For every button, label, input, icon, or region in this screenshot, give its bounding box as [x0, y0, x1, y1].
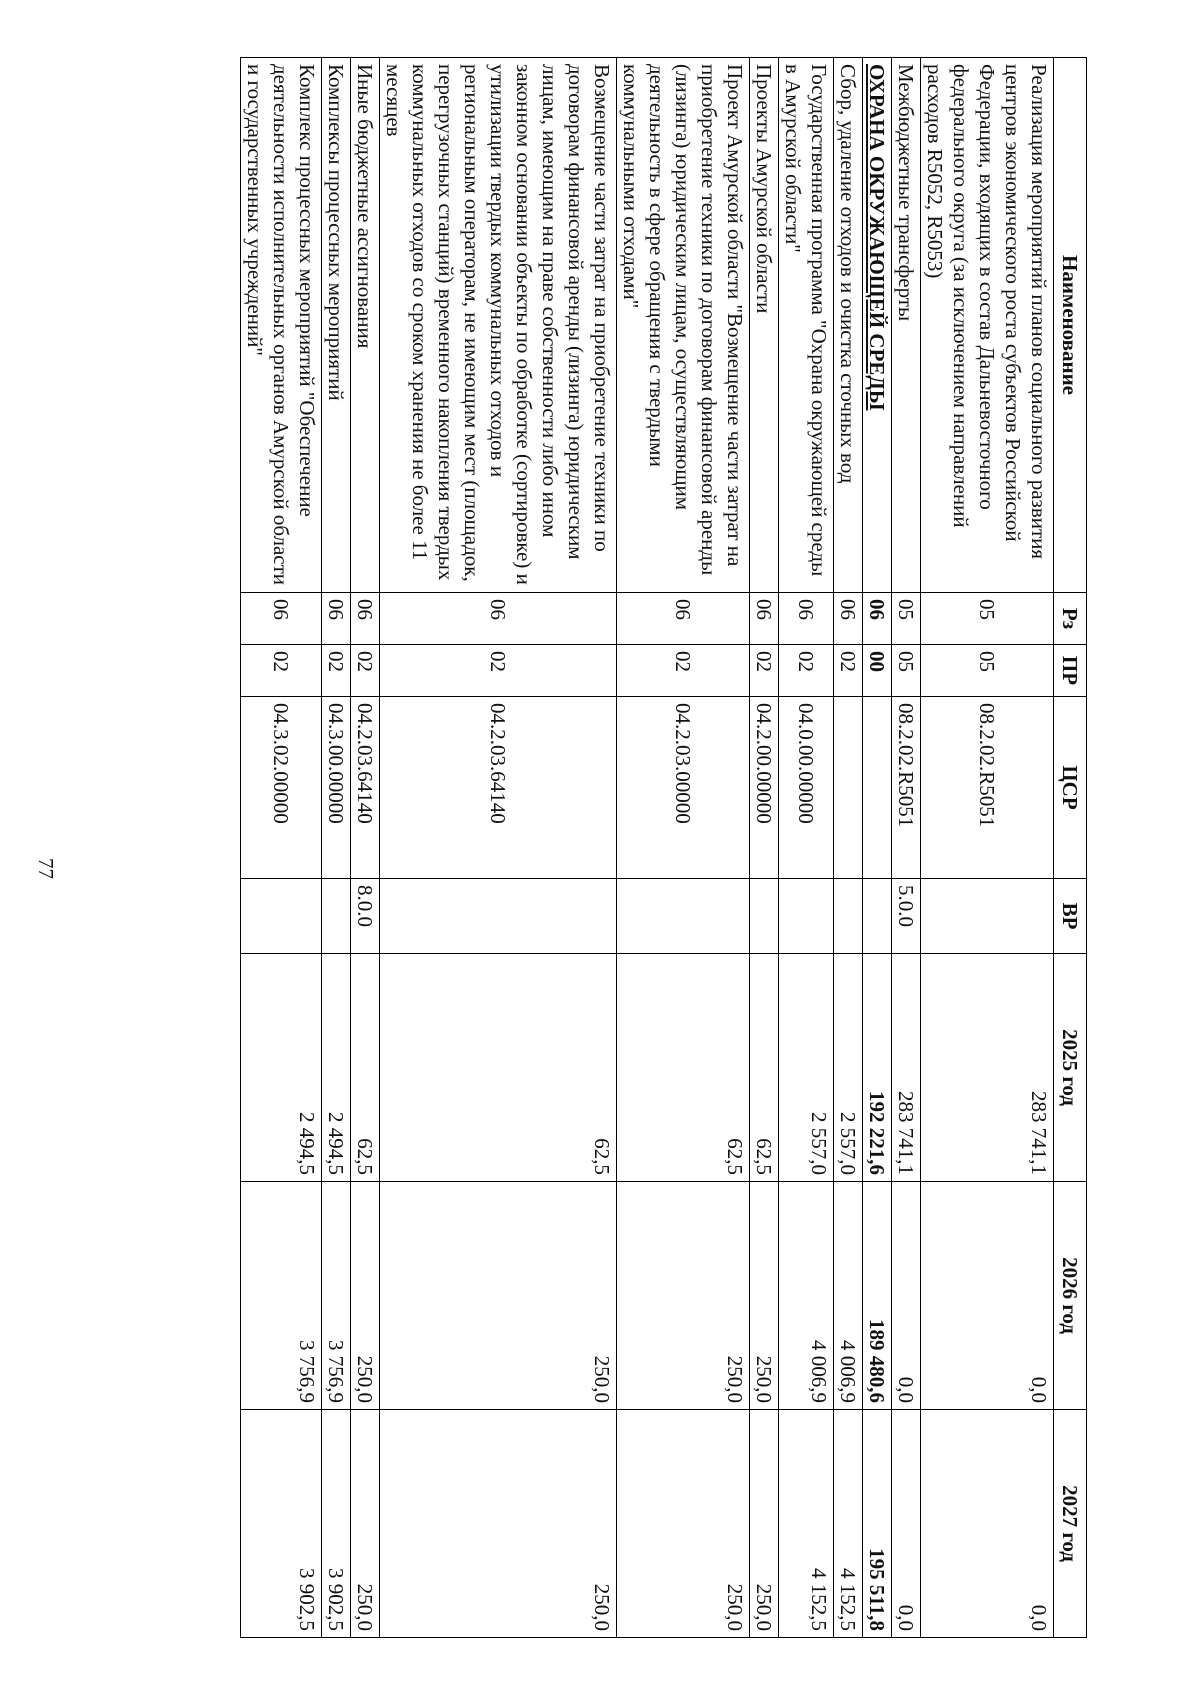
cell-2025: 62,5: [380, 954, 617, 1182]
cell-2027: 250,0: [617, 1410, 750, 1638]
cell-vr: [863, 879, 892, 954]
cell-name: Проект Амурской области "Возмещение части затрат на приобретение техники по договорам финансовой аренды (лизинга) юридическим лицам, осуществляющим деятельность в сфере обращения с твердыми коммунальными отходами": [617, 58, 750, 593]
cell-2026: 0,0: [921, 1182, 1054, 1410]
cell-name: Иные бюджетные ассигнования: [351, 58, 380, 593]
cell-csr: 04.0.00.00000: [779, 697, 834, 879]
cell-2026: 250,0: [380, 1182, 617, 1410]
cell-vr: [380, 879, 617, 954]
cell-2026: 3 756,9: [322, 1182, 351, 1410]
cell-vr: [617, 879, 750, 954]
table-row: [322, 58, 351, 1638]
cell-2026: 0,0: [892, 1182, 921, 1410]
cell-2027: 0,0: [892, 1410, 921, 1638]
cell-2027: 250,0: [380, 1410, 617, 1638]
cell-name: Комплексы процессных мероприятий: [322, 58, 351, 593]
cell-2026: 250,0: [750, 1182, 779, 1410]
table-row: [617, 58, 750, 1638]
cell-rz: 05: [921, 593, 1054, 645]
header-2025: 2025 год: [1054, 954, 1087, 1182]
cell-pr: 02: [380, 645, 617, 697]
header-name: Наименование: [1054, 58, 1087, 593]
cell-rz: 06: [351, 593, 380, 645]
page-number: 77: [34, 858, 58, 879]
cell-pr: 02: [351, 645, 380, 697]
cell-rz: 06: [834, 593, 863, 645]
cell-vr: [834, 879, 863, 954]
cell-name: Государственная программа "Охрана окружающей среды в Амурской области": [779, 58, 834, 593]
cell-2027: 250,0: [351, 1410, 380, 1638]
cell-2026: 250,0: [617, 1182, 750, 1410]
cell-pr: 02: [750, 645, 779, 697]
table-row: [351, 58, 380, 1638]
cell-name: Сбор, удаление отходов и очистка сточных вод: [834, 58, 863, 593]
cell-rz: 06: [380, 593, 617, 645]
header-vr: ВР: [1054, 879, 1087, 954]
cell-2026: 3 756,9: [241, 1182, 322, 1410]
cell-vr: [779, 879, 834, 954]
cell-2025: 62,5: [351, 954, 380, 1182]
table-row: [863, 58, 892, 1638]
cell-2027: 250,0: [750, 1410, 779, 1638]
cell-vr: [241, 879, 322, 954]
cell-2025: 62,5: [617, 954, 750, 1182]
cell-2025: 283 741,1: [892, 954, 921, 1182]
cell-pr: 05: [892, 645, 921, 697]
cell-2027: 3 902,5: [322, 1410, 351, 1638]
cell-pr: 02: [834, 645, 863, 697]
cell-name: Комплекс процессных мероприятий "Обеспечение деятельности исполнительных органов Амурской области и государственных учреждений": [241, 58, 322, 593]
table-header-row: [1054, 58, 1087, 1638]
cell-rz: 06: [750, 593, 779, 645]
cell-2027: 4 152,5: [779, 1410, 834, 1638]
table-row: [779, 58, 834, 1638]
table-row: [241, 58, 322, 1638]
cell-csr: [834, 697, 863, 879]
cell-2026: 4 006,9: [834, 1182, 863, 1410]
cell-pr: 02: [617, 645, 750, 697]
cell-csr: [863, 697, 892, 879]
cell-2025: 2 557,0: [834, 954, 863, 1182]
cell-vr: [322, 879, 351, 954]
cell-name: Реализация мероприятий планов социального развития центров экономического роста субъектов Российской Федерации, входящих в состав Дальневосточного федерального округа (за исключением направлений расходов R5052, R5053): [921, 58, 1054, 593]
cell-rz: 06: [779, 593, 834, 645]
header-2027: 2027 год: [1054, 1410, 1087, 1638]
cell-csr: 04.2.03.64140: [351, 697, 380, 879]
cell-2025: 2 494,5: [241, 954, 322, 1182]
cell-2026: 4 006,9: [779, 1182, 834, 1410]
table-row: [892, 58, 921, 1638]
cell-vr: 5.0.0: [892, 879, 921, 954]
cell-name: Проекты Амурской области: [750, 58, 779, 593]
cell-name: Возмещение части затрат на приобретение техники по договорам финансовой аренды (лизинга) юридическим лицам, имеющим на праве собственности либо ином законном основании объекты по обработке (сортировке) и утилизации твердых коммунальных отходов и региональным операторам, не имеющим мест (площадок, перегрузочных станций) временного накопления твердых коммунальных отходов со сроком хранения не более 11 месяцев: [380, 58, 617, 593]
cell-csr: 04.2.03.00000: [617, 697, 750, 879]
cell-csr: 04.2.00.00000: [750, 697, 779, 879]
table-row: [380, 58, 617, 1638]
header-2026: 2026 год: [1054, 1182, 1087, 1410]
cell-vr: [921, 879, 1054, 954]
cell-2027: 0,0: [921, 1410, 1054, 1638]
cell-rz: 06: [241, 593, 322, 645]
cell-rz: 06: [322, 593, 351, 645]
cell-name: Межбюджетные трансферты: [892, 58, 921, 593]
cell-pr: 05: [921, 645, 1054, 697]
cell-2025: 62,5: [750, 954, 779, 1182]
cell-pr: 02: [322, 645, 351, 697]
cell-2025: 2 494,5: [322, 954, 351, 1182]
cell-csr: 08.2.02.R5051: [892, 697, 921, 879]
cell-vr: [750, 879, 779, 954]
cell-csr: 04.2.03.64140: [380, 697, 617, 879]
header-rz: Рз: [1054, 593, 1087, 645]
cell-vr: 8.0.0: [351, 879, 380, 954]
cell-2026: 250,0: [351, 1182, 380, 1410]
cell-rz: 06: [617, 593, 750, 645]
header-csr: ЦСР: [1054, 697, 1087, 879]
table-row: [921, 58, 1054, 1638]
cell-2026: 189 480,6: [863, 1182, 892, 1410]
table-row: [750, 58, 779, 1638]
cell-rz: 06: [863, 593, 892, 645]
cell-2027: 195 511,8: [863, 1410, 892, 1638]
cell-pr: 02: [779, 645, 834, 697]
cell-2027: 3 902,5: [241, 1410, 322, 1638]
budget-table-rotated: [240, 57, 1087, 1637]
cell-csr: 04.3.00.00000: [322, 697, 351, 879]
table-row: [834, 58, 863, 1638]
cell-2027: 4 152,5: [834, 1410, 863, 1638]
cell-pr: 00: [863, 645, 892, 697]
budget-table: [240, 57, 1087, 1638]
cell-csr: 04.3.02.00000: [241, 697, 322, 879]
header-pr: ПР: [1054, 645, 1087, 697]
cell-csr: 08.2.02.R5051: [921, 697, 1054, 879]
cell-name: ОХРАНА ОКРУЖАЮЩЕЙ СРЕДЫ: [863, 58, 892, 593]
cell-2025: 2 557,0: [779, 954, 834, 1182]
cell-rz: 05: [892, 593, 921, 645]
cell-2025: 283 741,1: [921, 954, 1054, 1182]
cell-pr: 02: [241, 645, 322, 697]
cell-2025: 192 221,6: [863, 954, 892, 1182]
